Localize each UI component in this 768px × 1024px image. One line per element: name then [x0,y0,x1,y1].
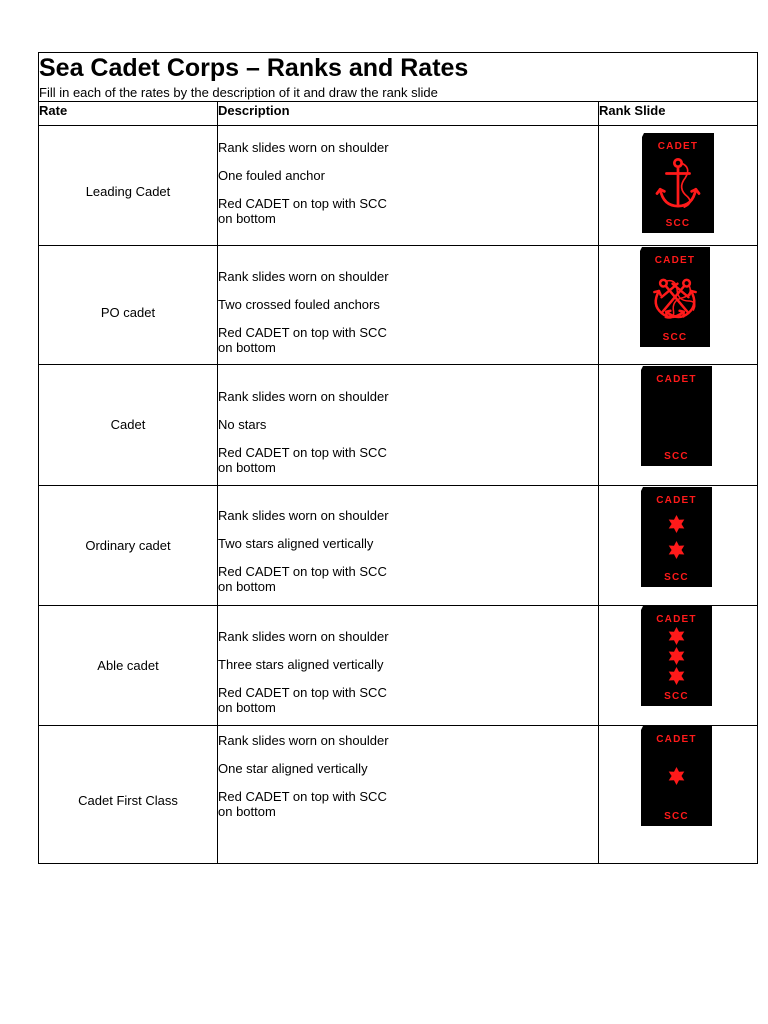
slide-bottom-text: SCC [662,332,688,343]
description-line-insignia: One star aligned vertically [218,761,368,776]
page-title: Sea Cadet Corps – Ranks and Rates [39,54,469,82]
column-divider-2 [598,101,599,863]
rate-name: Leading Cadet [85,184,171,199]
description-line-text: Red CADET on top with SCC [218,196,387,211]
rate-name: Ordinary cadet [85,538,171,553]
rank-slide [641,487,712,587]
slide-bottom-text: SCC [664,691,689,702]
slide-top-text: CADET [656,374,697,385]
header-top-rule [39,101,757,102]
slide-bottom-text: SCC [665,218,691,229]
column-header-rate: Rate [39,103,68,118]
description-line-shoulder: Rank slides worn on shoulder [218,508,389,523]
page-subtitle: Fill in each of the rates by the description of it and draw the rank slide [39,85,438,100]
description-line-text-cont: on bottom [218,211,276,226]
description-line-insignia: Three stars aligned vertically [218,657,384,672]
row-divider [39,485,757,486]
rank-slide [642,133,714,233]
description-line-shoulder: Rank slides worn on shoulder [218,269,389,284]
description-line-text-cont: on bottom [218,579,276,594]
slide-top-text: CADET [657,141,699,152]
description-line-text: Red CADET on top with SCC [218,789,387,804]
slide-top-text: CADET [656,734,697,745]
row-divider [39,245,757,246]
description-line-text-cont: on bottom [218,804,276,819]
row-divider [39,364,757,365]
rank-slide [640,247,710,347]
column-header-rank-slide: Rank Slide [599,103,666,118]
description-line-insignia: Two stars aligned vertically [218,536,374,551]
slide-top-text: CADET [656,614,697,625]
description-line-insignia: One fouled anchor [218,168,325,183]
rank-slide [641,726,712,826]
rank-slide [641,366,712,466]
description-line-text: Red CADET on top with SCC [218,564,387,579]
description-line-shoulder: Rank slides worn on shoulder [218,733,389,748]
description-line-text-cont: on bottom [218,700,276,715]
rate-name: PO cadet [100,305,156,320]
header-bottom-rule [39,125,757,126]
description-line-shoulder: Rank slides worn on shoulder [218,140,389,155]
column-header-description: Description [218,103,290,118]
rate-name: Cadet First Class [78,793,178,808]
slide-top-text: CADET [654,255,696,266]
description-line-insignia: Two crossed fouled anchors [218,297,380,312]
slide-top-text: CADET [656,495,697,506]
slide-bottom-text: SCC [664,451,689,462]
rank-slide [641,606,712,706]
description-line-text-cont: on bottom [218,340,276,355]
rank-worksheet [38,52,758,864]
description-line-text: Red CADET on top with SCC [218,685,387,700]
description-line-insignia: No stars [218,417,267,432]
description-line-shoulder: Rank slides worn on shoulder [218,629,389,644]
description-line-shoulder: Rank slides worn on shoulder [218,389,389,404]
description-line-text: Red CADET on top with SCC [218,325,387,340]
slide-bottom-text: SCC [664,572,689,583]
rate-name: Able cadet [97,658,159,673]
rate-name: Cadet [110,417,146,432]
description-line-text-cont: on bottom [218,460,276,475]
description-line-text: Red CADET on top with SCC [218,445,387,460]
slide-bottom-text: SCC [664,811,689,822]
